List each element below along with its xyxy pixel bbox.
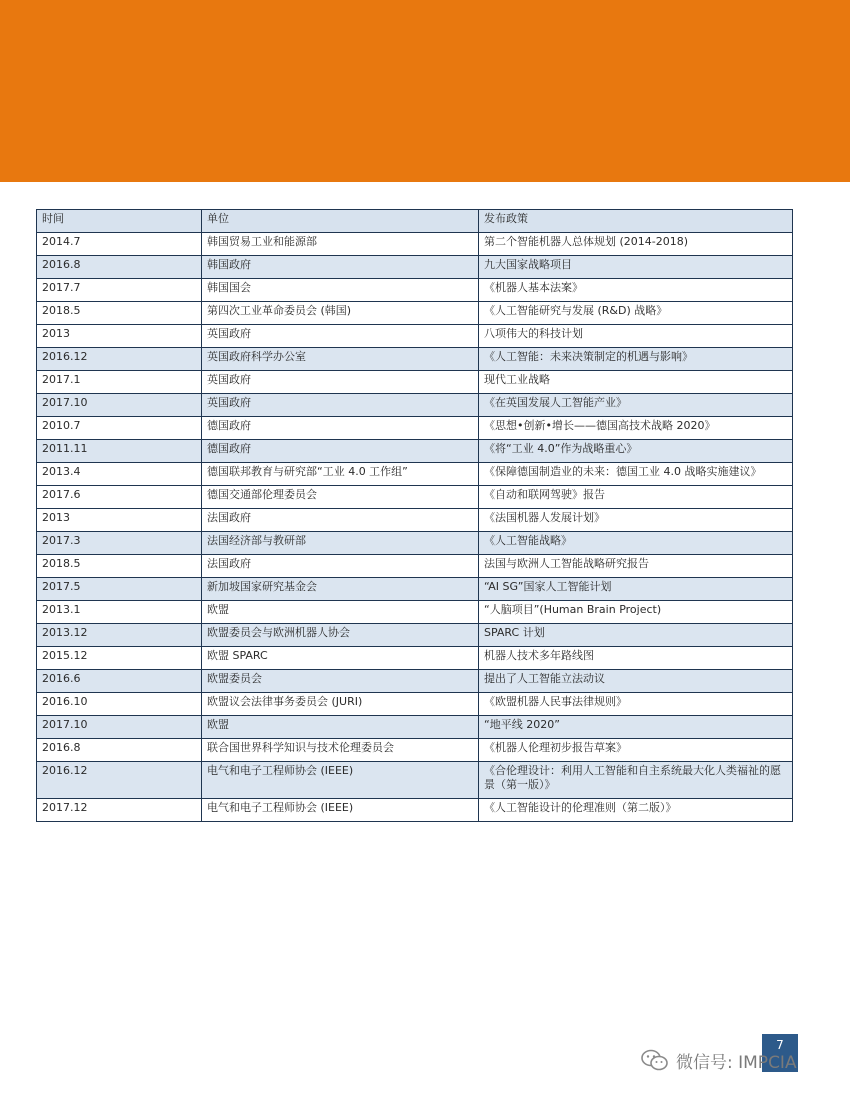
cell-time: 2016.10: [37, 693, 202, 716]
cell-time: 2017.10: [37, 716, 202, 739]
cell-policy: SPARC 计划: [479, 624, 793, 647]
cell-time: 2015.12: [37, 647, 202, 670]
cell-unit: 德国交通部伦理委员会: [202, 486, 479, 509]
cell-policy: 《欧盟机器人民事法律规则》: [479, 693, 793, 716]
cell-policy: 第二个智能机器人总体规划 (2014-2018): [479, 233, 793, 256]
cell-unit: 欧盟委员会: [202, 670, 479, 693]
table-row: [37, 555, 793, 578]
cell-unit: 法国政府: [202, 555, 479, 578]
cell-time: 2013.1: [37, 601, 202, 624]
cell-time: 2016.12: [37, 762, 202, 799]
cell-policy: 法国与欧洲人工智能战略研究报告: [479, 555, 793, 578]
cell-unit: 德国政府: [202, 440, 479, 463]
cell-policy: “人脑项目”(Human Brain Project): [479, 601, 793, 624]
cell-time: 2017.6: [37, 486, 202, 509]
cell-policy: 八项伟大的科技计划: [479, 325, 793, 348]
table-row: [37, 417, 793, 440]
cell-unit: 德国联邦教育与研究部“工业 4.0 工作组”: [202, 463, 479, 486]
cell-policy: 《自动和联网驾驶》报告: [479, 486, 793, 509]
watermark: [640, 1046, 797, 1074]
cell-policy: 《将“工业 4.0”作为战略重心》: [479, 440, 793, 463]
cell-unit: 欧盟: [202, 716, 479, 739]
cell-time: 2017.10: [37, 394, 202, 417]
cell-unit: 韩国政府: [202, 256, 479, 279]
table-row: [37, 348, 793, 371]
cell-unit: 欧盟委员会与欧洲机器人协会: [202, 624, 479, 647]
cell-policy: 《机器人伦理初步报告草案》: [479, 739, 793, 762]
cell-policy: 《机器人基本法案》: [479, 279, 793, 302]
table-row: [37, 716, 793, 739]
cell-time: 2016.6: [37, 670, 202, 693]
table-row: [37, 601, 793, 624]
cell-policy: 现代工业战略: [479, 371, 793, 394]
cell-policy: 《法国机器人发展计划》: [479, 509, 793, 532]
cell-time: 2013: [37, 325, 202, 348]
cell-policy: “AI SG”国家人工智能计划: [479, 578, 793, 601]
table-row: [37, 532, 793, 555]
table-row: [37, 440, 793, 463]
table-row: [37, 256, 793, 279]
cell-unit: 新加坡国家研究基金会: [202, 578, 479, 601]
cell-unit: 英国政府: [202, 394, 479, 417]
table-row: [37, 279, 793, 302]
cell-unit: 英国政府: [202, 325, 479, 348]
table-row: [37, 233, 793, 256]
cell-time: 2010.7: [37, 417, 202, 440]
cell-time: 2013.4: [37, 463, 202, 486]
table-row: [37, 578, 793, 601]
table-row: [37, 302, 793, 325]
cell-time: 2018.5: [37, 555, 202, 578]
cell-unit: 韩国国会: [202, 279, 479, 302]
cell-policy: 提出了人工智能立法动议: [479, 670, 793, 693]
cell-policy: “地平线 2020”: [479, 716, 793, 739]
cell-time: 2017.5: [37, 578, 202, 601]
cell-time: 2013: [37, 509, 202, 532]
table-row: [37, 325, 793, 348]
cell-time: 2017.7: [37, 279, 202, 302]
cell-time: 2018.5: [37, 302, 202, 325]
cell-policy: 九大国家战略项目: [479, 256, 793, 279]
cell-unit: 法国政府: [202, 509, 479, 532]
cell-unit: 欧盟: [202, 601, 479, 624]
cell-policy: 《人工智能设计的伦理准则（第二版）》: [479, 799, 793, 822]
cell-policy: 《人工智能研究与发展 (R&D) 战略》: [479, 302, 793, 325]
cell-time: 2013.12: [37, 624, 202, 647]
table-row: [37, 486, 793, 509]
column-header-unit: 单位: [202, 210, 479, 233]
cell-policy: 《在英国发展人工智能产业》: [479, 394, 793, 417]
cell-unit: 欧盟议会法律事务委员会 (JURI): [202, 693, 479, 716]
cell-unit: 第四次工业革命委员会 (韩国): [202, 302, 479, 325]
cell-unit: 韩国贸易工业和能源部: [202, 233, 479, 256]
cell-unit: 联合国世界科学知识与技术伦理委员会: [202, 739, 479, 762]
table-row: [37, 509, 793, 532]
table-row: [37, 739, 793, 762]
cell-time: 2016.8: [37, 739, 202, 762]
cell-policy: 《保障德国制造业的未来：德国工业 4.0 战略实施建议》: [479, 463, 793, 486]
cell-time: 2014.7: [37, 233, 202, 256]
cell-time: 2017.3: [37, 532, 202, 555]
table-row: [37, 394, 793, 417]
cell-unit: 电气和电子工程师协会 (IEEE): [202, 799, 479, 822]
cell-time: 2011.11: [37, 440, 202, 463]
watermark-text: 微信号: IMPCIA: [676, 1052, 797, 1073]
cell-unit: 法国经济部与教研部: [202, 532, 479, 555]
table-row: [37, 463, 793, 486]
wechat-icon: [640, 1048, 670, 1072]
column-header-policy: 发布政策: [479, 210, 793, 233]
policy-table: [36, 209, 793, 822]
page-number: 7: [762, 1034, 798, 1072]
cell-policy: 《人工智能：未来决策制定的机遇与影响》: [479, 348, 793, 371]
cell-policy: 《人工智能战略》: [479, 532, 793, 555]
cell-time: 2016.12: [37, 348, 202, 371]
table-row: [37, 371, 793, 394]
cell-unit: 德国政府: [202, 417, 479, 440]
cell-policy: 机器人技术多年路线图: [479, 647, 793, 670]
table-row: [37, 624, 793, 647]
cell-time: 2017.1: [37, 371, 202, 394]
table-row: [37, 693, 793, 716]
cell-policy: 《合伦理设计：利用人工智能和自主系统最大化人类福祉的愿景（第一版）》: [479, 762, 793, 799]
cell-unit: 欧盟 SPARC: [202, 647, 479, 670]
cell-unit: 英国政府: [202, 371, 479, 394]
header-band: [0, 0, 850, 182]
cell-unit: 电气和电子工程师协会 (IEEE): [202, 762, 479, 799]
column-header-time: 时间: [37, 210, 202, 233]
cell-time: 2016.8: [37, 256, 202, 279]
table-row: [37, 799, 793, 822]
table-header-row: [37, 210, 793, 233]
cell-time: 2017.12: [37, 799, 202, 822]
table-row: [37, 670, 793, 693]
table-row: [37, 647, 793, 670]
cell-policy: 《思想•创新•增长——德国高技术战略 2020》: [479, 417, 793, 440]
table-row: [37, 762, 793, 799]
cell-unit: 英国政府科学办公室: [202, 348, 479, 371]
